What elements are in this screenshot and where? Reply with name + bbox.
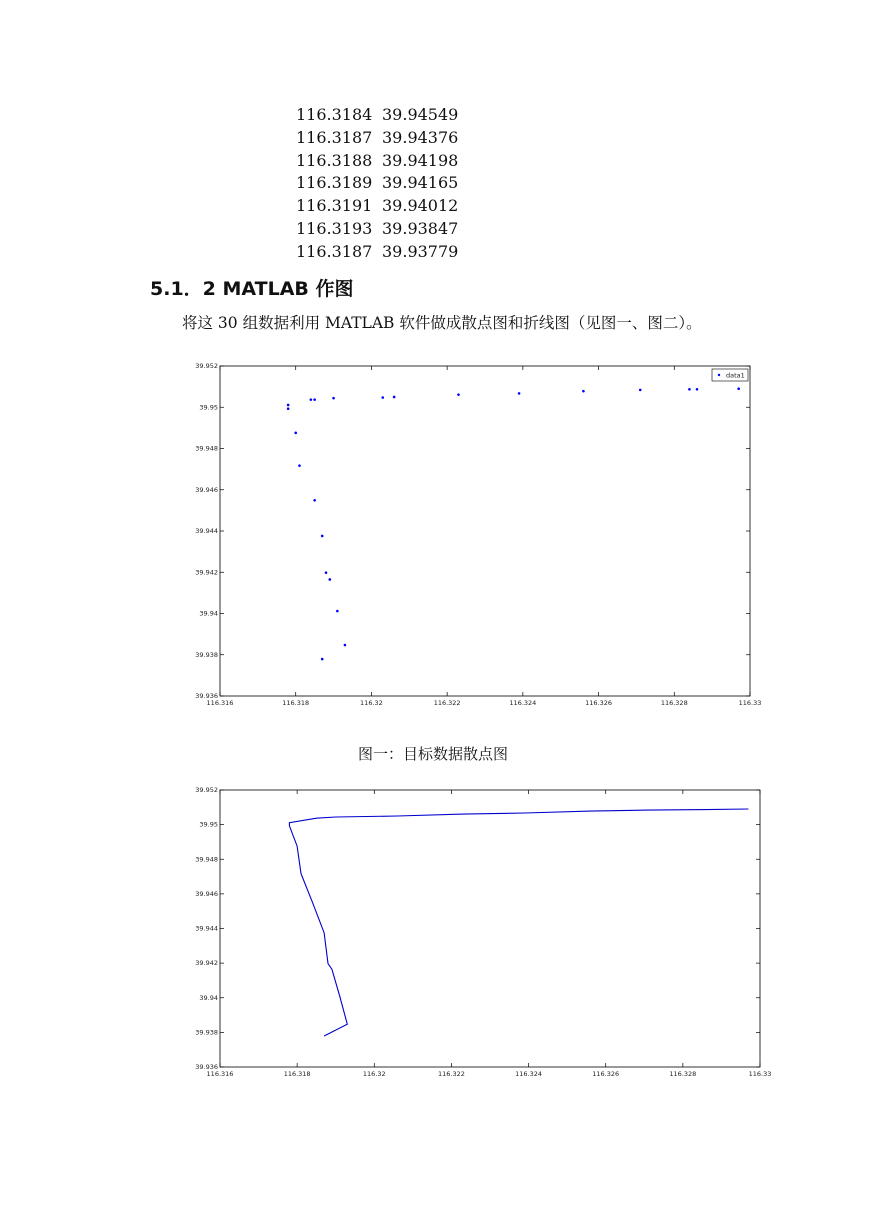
y-tick-label: 39.942 (195, 568, 218, 577)
figure-1-caption: 图一：目标数据散点图 (358, 745, 509, 763)
y-tick-label: 39.948 (195, 855, 218, 864)
coordinate-table (296, 104, 458, 264)
longitude-cell: 116.3184 (296, 105, 373, 124)
y-tick-label: 39.948 (195, 444, 218, 453)
section-heading: 5.1．2 MATLAB 作图 (150, 278, 354, 300)
y-tick-label: 39.94 (199, 609, 218, 618)
data-point (310, 398, 313, 401)
data-point (298, 464, 301, 467)
y-tick-label: 39.936 (195, 692, 218, 700)
y-tick-label: 39.938 (195, 650, 218, 659)
data-point (688, 388, 691, 391)
x-tick-label: 116.33 (738, 699, 762, 707)
table-row (296, 104, 458, 127)
y-tick-label: 39.95 (199, 820, 218, 829)
y-tick-label: 39.946 (195, 485, 218, 494)
x-tick-label: 116.324 (509, 699, 537, 707)
table-row (296, 218, 458, 241)
scatter-chart (190, 358, 770, 708)
plot-frame (220, 790, 760, 1067)
latitude-cell: 39.94376 (382, 127, 459, 147)
y-tick-label: 39.944 (195, 924, 218, 933)
legend (712, 369, 748, 381)
x-tick-label: 116.326 (592, 1070, 620, 1078)
body-paragraph: 将这 30 组数据利用 MATLAB 软件做成散点图和折线图（见图一、图二）。 (182, 314, 702, 332)
data-point (344, 644, 347, 647)
latitude-cell: 39.94012 (382, 196, 459, 216)
y-tick-label: 39.94 (199, 993, 218, 1002)
latitude-cell: 39.93779 (382, 241, 459, 261)
y-tick-label: 39.942 (195, 959, 218, 968)
line-chart (190, 782, 780, 1082)
x-tick-label: 116.318 (282, 699, 310, 707)
data-point (287, 407, 290, 410)
data-point (313, 499, 316, 502)
data-point (457, 393, 460, 396)
legend-label: data1 (726, 371, 745, 380)
data-point (518, 392, 521, 395)
x-tick-label: 116.322 (433, 699, 461, 707)
data-point (321, 535, 324, 538)
data-point (582, 390, 585, 393)
data-point (287, 404, 290, 407)
latitude-cell: 39.94198 (382, 150, 459, 170)
data-point (381, 396, 384, 399)
y-tick-label: 39.938 (195, 1028, 218, 1037)
y-tick-label: 39.952 (195, 362, 218, 370)
data-point (696, 388, 699, 391)
longitude-cell: 116.3187 (296, 127, 373, 147)
data-point (393, 396, 396, 399)
data-point (321, 658, 324, 661)
table-row (296, 241, 458, 264)
table-row (296, 150, 458, 173)
longitude-cell: 116.3189 (296, 173, 373, 193)
y-tick-label: 39.952 (195, 786, 218, 794)
data-point (639, 389, 642, 392)
y-tick-label: 39.936 (195, 1063, 218, 1071)
longitude-cell: 116.3188 (296, 150, 373, 170)
y-tick-label: 39.946 (195, 889, 218, 898)
data-point (336, 610, 339, 613)
x-tick-label: 116.33 (748, 1070, 772, 1078)
y-tick-label: 39.95 (199, 403, 218, 412)
x-tick-label: 116.316 (206, 1070, 234, 1078)
x-tick-label: 116.32 (362, 1070, 386, 1078)
y-tick-label: 39.944 (195, 527, 218, 535)
x-tick-label: 116.318 (283, 1070, 311, 1078)
latitude-cell: 39.94549 (382, 105, 459, 124)
plot-frame (220, 366, 750, 696)
data-point (325, 571, 328, 574)
data-point (313, 398, 316, 401)
x-tick-label: 116.328 (660, 699, 688, 707)
latitude-cell: 39.94165 (382, 173, 459, 193)
longitude-cell: 116.3193 (296, 218, 373, 238)
table-row (296, 195, 458, 218)
latitude-cell: 39.93847 (382, 218, 459, 238)
x-tick-label: 116.32 (360, 699, 383, 707)
legend-marker (718, 374, 720, 376)
table-row (296, 172, 458, 195)
data-point (737, 387, 740, 390)
x-tick-label: 116.328 (669, 1070, 697, 1078)
x-tick-label: 116.316 (206, 699, 234, 707)
x-tick-label: 116.326 (585, 699, 613, 707)
data-point (332, 397, 335, 400)
x-tick-label: 116.322 (437, 1070, 465, 1078)
longitude-cell: 116.3187 (296, 241, 373, 261)
data-point (328, 578, 331, 581)
data-point (294, 432, 297, 435)
x-tick-label: 116.324 (515, 1070, 543, 1078)
table-row (296, 127, 458, 150)
longitude-cell: 116.3191 (296, 196, 373, 216)
